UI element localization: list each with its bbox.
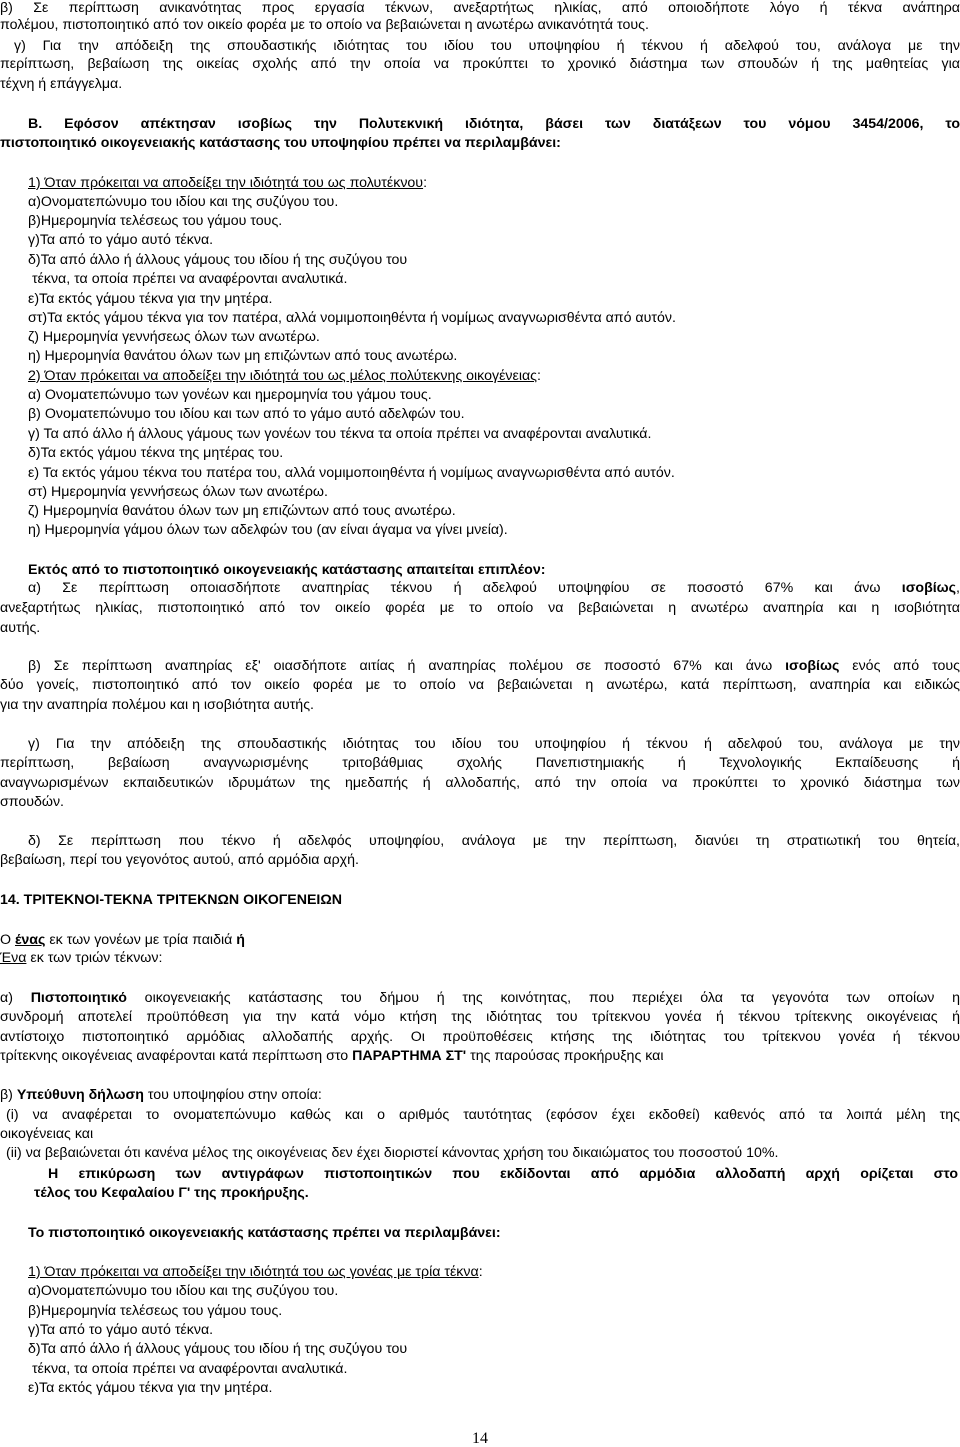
note-line: τέλος του Κεφαλαίου Γ' της προκήρυξης.	[34, 1185, 309, 1201]
paragraph-line: γ) Για την απόδειξη της σπουδαστικής ιδιότητας του ιδίου του υποψηφίου ή τέκνου ή αδελφού του, ανάλογα με την	[28, 736, 960, 752]
list-item: ε) Τα εκτός γάμου τέκνα του πατέρα του, αλλά νομιμοποιηθέντα ή νομίμως αναγνωρισθέντα από αυτόν.	[28, 465, 675, 481]
intro-line: Ο ένας εκ των γονέων με τρία παιδιά ή	[0, 932, 245, 948]
paragraph-line: οικογένειας και	[0, 1126, 94, 1142]
list-item: στ)Τα εκτός γάμου τέκνα για τον πατέρα, αλλά νομιμοποιηθέντα ή νομίμως αναγνωρισθέντα από αυτόν.	[28, 310, 676, 326]
section-14-title: 14. ΤΡΙΤΕΚΝΟΙ-ΤΕΚΝΑ ΤΡΙΤΕΚΝΩΝ ΟΙΚΟΓΕΝΕΙΩΝ	[0, 892, 342, 908]
paragraph-line: σπουδών.	[0, 794, 65, 810]
paragraph-line: βεβαίωση, περί του γεγονότος αυτού, από αρμόδια αρχή.	[0, 852, 359, 868]
paragraph-line: α) Σε περίπτωση οποιασδήποτε αναπηρίας τέκνου ή αδελφού υποψηφίου σε ποσοστό 67% και άνω ισοβίως,	[28, 580, 960, 596]
paragraph-line: ανεξαρτήτως ηλικίας, πιστοποιητικό από τον οικείο φορέα με το οποίο να βεβαιώνεται η ανωτέρω αναπηρία και η ισοβιότητα	[0, 600, 960, 616]
list-item: τέκνα, τα οποία πρέπει να αναφέρονται αναλυτικά.	[28, 271, 348, 287]
paragraph-line: τέχνη ή επάγγελμα.	[0, 76, 123, 92]
subheading-member: 2) Όταν πρόκειται να αποδείξει την ιδιότητά του ως μέλος πολύτεκνης οικογένειας:	[28, 368, 541, 384]
intro-line: Ένα εκ των τριών τέκνων:	[0, 950, 163, 966]
list-item: ε)Τα εκτός γάμου τέκνα για την μητέρα.	[28, 1380, 273, 1396]
paragraph-line: β) Σε περίπτωση ανικανότητας προς εργασία τέκνων, ανεξαρτήτως ηλικίας, από οποιοδήποτε λόγο ή τέκνα ανάπηρα	[0, 0, 960, 16]
page-number: 14	[472, 1430, 488, 1447]
list-item: τέκνα, τα οποία πρέπει να αναφέρονται αναλυτικά.	[28, 1361, 348, 1377]
list-item: η) Ημερομηνία γάμου όλων των αδελφών του (αν είναι άγαμα να γίνει μνεία).	[28, 522, 508, 538]
note-line: Η επικύρωση των αντιγράφων πιστοποιητικών που εκδίδονται από αρμόδια αλλοδαπή αρχή ορίζεται στο	[48, 1166, 958, 1182]
paragraph-line: για την αναπηρία πολέμου και η ισοβιότητα αυτής.	[0, 697, 314, 713]
paragraph-line: αναγνωρισμένων εκπαιδευτικών ιδρυμάτων της ημεδαπής ή αλλοδαπής, από την οποία να προκύπτει το χρονικό διάστημα των	[0, 775, 960, 791]
paragraph-line: β) Υπεύθυνη δήλωση του υποψηφίου στην οποία:	[0, 1087, 322, 1103]
paragraph-line: γ) Για την απόδειξη της σπουδαστικής ιδιότητας του ιδίου του υποψηφίου ή τέκνου ή αδελφού του, ανάλογα με την	[14, 38, 960, 54]
paragraph-line: δύο γονείς, πιστοποιητικό από τον οικείο φορέα με το οποίο να βεβαιώνεται η ανωτέρω, κατά περίπτωση, αναπηρία και ειδικώς	[0, 677, 960, 693]
list-item: ζ) Ημερομηνία θανάτου όλων των μη επιζώντων από τους ανωτέρω.	[28, 503, 456, 519]
paragraph-line: (i) να αναφέρεται το ονοματεπώνυμο καθώς και ο αριθμός ταυτότητας (εφόσον έχει εκδοθεί) καθενός από τα λοιπά μέλη της	[6, 1107, 960, 1123]
list-item: ζ) Ημερομηνία γεννήσεως όλων των ανωτέρω.	[28, 329, 320, 345]
paragraph-line: β) Σε περίπτωση αναπηρίας εξ' οιασδήποτε αιτίας ή αναπηρίας πολέμου σε ποσοστό 67% και άνω ισοβίως ενός από τους	[28, 658, 960, 674]
list-item: γ)Τα από το γάμο αυτό τέκνα.	[28, 1322, 214, 1338]
list-item: α)Ονοματεπώνυμο του ιδίου και της συζύγου του.	[28, 1283, 339, 1299]
paragraph-line: πολέμου, πιστοποιητικό από τον οικείο φορέα με το οποίο να βεβαιώνεται η ανωτέρω ανικανότητά τους.	[0, 17, 649, 33]
paragraph-line: περίπτωση, βεβαίωση αναγνωρισμένης τριτοβάθμιας σχολής Πανεπιστημιακής ή Τεχνολογικής Εκπαίδευσης ή	[0, 755, 960, 771]
paragraph-line: συνδρομή αποτελεί προϋπόθεση για την κατά νόμο κτήση της ιδιότητας του τρίτεκνου γονέα ή τέκνου τρίτεκνης οικογένειας ή	[0, 1009, 960, 1025]
list-item: γ) Τα από άλλο ή άλλους γάμους των γονέων του τέκνα τα οποία πρέπει να αναφέρονται αναλυτικά.	[28, 426, 652, 442]
list-item: στ) Ημερομηνία γεννήσεως όλων των ανωτέρω.	[28, 484, 328, 500]
section-b-heading: πιστοποιητικό οικογενειακής κατάστασης του υποψηφίου πρέπει να περιλαμβάνει:	[0, 135, 561, 151]
list-item: β)Ημερομηνία τελέσεως του γάμου τους.	[28, 213, 283, 229]
list-item: β) Ονοματεπώνυμο του ιδίου και των από το γάμο αυτό αδελφών του.	[28, 406, 465, 422]
paragraph-line: αυτής.	[0, 620, 41, 636]
paragraph-line: τρίτεκνης οικογένειας αναφέρονται κατά περίπτωση στο ΠΑΡΑΡΤΗΜΑ ΣΤ' της παρούσας προκήρυξης και	[0, 1048, 664, 1064]
paragraph-line: δ) Σε περίπτωση που τέκνο ή αδελφός υποψηφίου, ανάλογα με την περίπτωση, διανύει τη στρατιωτική του θητεία,	[28, 833, 960, 849]
list-item: δ)Τα εκτός γάμου τέκνα της μητέρας του.	[28, 445, 284, 461]
list-item: ε)Τα εκτός γάμου τέκνα για την μητέρα.	[28, 291, 273, 307]
paragraph-line: περίπτωση, βεβαίωση της οικείας σχολής από την οποία να προκύπτει το χρονικό διάστημα των σπουδών ή της μαθητείας για	[0, 56, 960, 72]
subheading-three-children: 1) Όταν πρόκειται να αποδείξει την ιδιότητά του ως γονέας με τρία τέκνα:	[28, 1264, 483, 1280]
cert-heading: Το πιστοποιητικό οικογενειακής κατάστασης πρέπει να περιλαμβάνει:	[28, 1225, 501, 1241]
section-b-heading: Β. Εφόσον απέκτησαν ισοβίως την Πολυτεκνική ιδιότητα, βάσει των διατάξεων του νόμου 3454/2006, το	[28, 116, 960, 132]
list-item: α) Ονοματεπώνυμο των γονέων και ημερομηνία του γάμου τους.	[28, 387, 432, 403]
paragraph-line: α) Πιστοποιητικό οικογενειακής κατάστασης του δήμου ή της κοινότητας, που περιέχει όλα τα γεγονότα των οποίων η	[0, 990, 960, 1006]
paragraph-line: (ii) να βεβαιώνεται ότι κανένα μέλος της οικογένειας δεν έχει διοριστεί κάνοντας χρήση του δικαιώματος του ποσοστού 10%.	[6, 1145, 779, 1161]
list-item: α)Ονοματεπώνυμο του ιδίου και της συζύγου του.	[28, 194, 339, 210]
subheading-multichild: 1) Όταν πρόκειται να αποδείξει την ιδιότητά του ως πολυτέκνου:	[28, 175, 428, 191]
list-item: η) Ημερομηνία θανάτου όλων των μη επιζώντων από τους ανωτέρω.	[28, 348, 458, 364]
extra-heading: Εκτός από το πιστοποιητικό οικογενειακής κατάστασης απαιτείται επιπλέον:	[28, 562, 546, 578]
list-item: δ)Τα από άλλο ή άλλους γάμους του ιδίου ή της συζύγου του	[28, 1341, 408, 1357]
list-item: δ)Τα από άλλο ή άλλους γάμους του ιδίου ή της συζύγου του	[28, 252, 408, 268]
list-item: γ)Τα από το γάμο αυτό τέκνα.	[28, 232, 214, 248]
paragraph-line: αντίστοιχο πιστοποιητικό αρμόδιας αλλοδαπής αρχής. Οι προϋποθέσεις κτήσης της ιδιότητας του τρίτεκνου γονέα ή τέκνου	[0, 1029, 960, 1045]
list-item: β)Ημερομηνία τελέσεως του γάμου τους.	[28, 1303, 283, 1319]
